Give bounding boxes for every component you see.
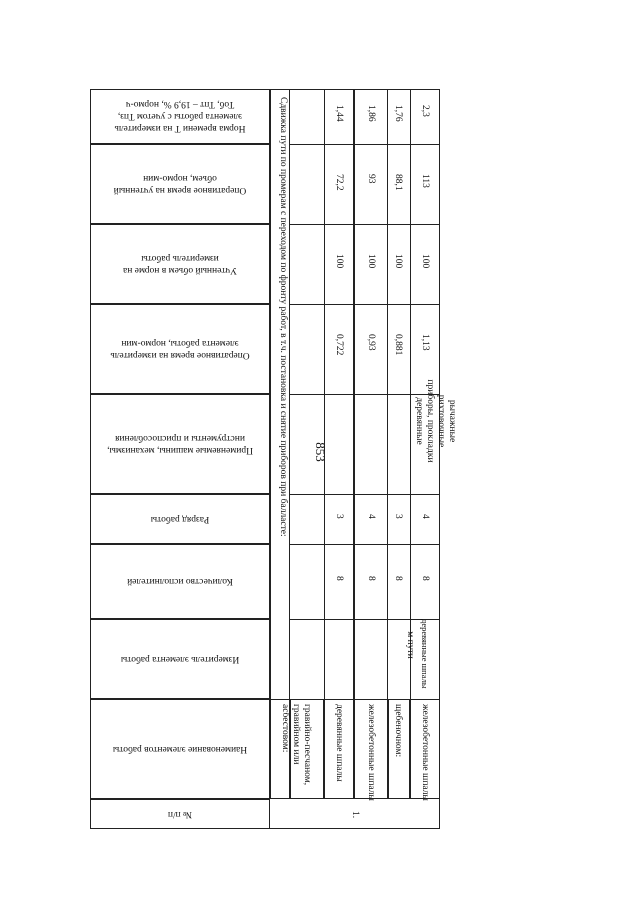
header-norm-line2: элемента работы с учетом Тпз, (117, 111, 243, 122)
row1-workers: 8 (334, 576, 344, 581)
row4-volume: 100 (420, 254, 430, 269)
section-title: Сдвижка пути по промерам с переходом по фронту работ, в т.ч. постановка и снятие приборов при балласте: (278, 97, 288, 537)
group-label-2: щебеночном: (393, 704, 403, 758)
row2-op-time-vol: 93 (366, 174, 376, 184)
header-num-text: № п/п (167, 809, 193, 819)
row3-norm: 1,76 (393, 105, 403, 122)
row4-op-time: 1,13 (420, 334, 430, 351)
group-label-1: гравийно-песчаном, гравийном или асбестовом: (280, 704, 312, 786)
row3-volume: 100 (393, 254, 403, 269)
row3-op-time-vol: 88,1 (393, 174, 403, 191)
table-row (324, 89, 354, 799)
row3-grade: 3 (393, 514, 403, 519)
row4-op-time-vol: 113 (420, 174, 430, 188)
row1-volume: 100 (334, 254, 344, 269)
row1-name: деревянные шпалы (334, 704, 344, 782)
row1-op-time-vol: 72,2 (334, 174, 344, 191)
row2-grade: 4 (366, 514, 376, 519)
row2-name: железобетонные шпалы (366, 704, 376, 801)
header-machines-text: Применяемые машины, механизмы, инструменты и приспособления (107, 433, 253, 455)
header-name-text: Наименование элементов работы (112, 744, 248, 754)
header-norm-line1: Норма времени Т на измеритель (114, 123, 246, 134)
header-op-time-vol-text: Оперативное время на учтенный объем, нормо-мин (113, 173, 247, 195)
row1-grade: 3 (334, 514, 344, 519)
row3-workers: 8 (393, 576, 403, 581)
header-grade-text: Разряд работы (150, 514, 210, 524)
header-workers-text: Количество исполнителей (127, 576, 233, 587)
row3-op-time: 0,881 (393, 334, 403, 356)
row2-volume: 100 (366, 254, 376, 269)
row4-norm: 2,3 (420, 105, 430, 117)
header-meter-text: Измеритель элемента работы (120, 654, 240, 664)
page-number: 853 (313, 442, 328, 462)
row3-name: деревянные шпалы (420, 619, 430, 689)
row2-workers: 8 (366, 576, 376, 581)
header-norm-line3: Тоб, Тпт – 19,9 %, нормо-ч (125, 99, 235, 110)
table-row (354, 89, 388, 799)
row1-norm: 1,44 (334, 105, 344, 122)
header-volume-text: Учтенный объем в норме на измеритель работы (123, 253, 237, 275)
row4-name: железобетонные шпалы (420, 704, 430, 801)
header-op-time-text: Оперативное время на измеритель элемента работы, нормо-мин (110, 338, 250, 360)
row4-workers: 8 (420, 576, 430, 581)
norm-table (90, 89, 457, 829)
row-number: 1. (350, 811, 360, 819)
row4-grade: 4 (420, 514, 430, 519)
row1-op-time: 0,722 (334, 334, 344, 356)
row2-op-time: 0,93 (366, 334, 376, 351)
machines-text: рычажные рихтовочные приборы, прокладки деревянные (414, 379, 457, 463)
row2-norm: 1,86 (366, 105, 376, 122)
unit-text: м пути (405, 631, 415, 659)
